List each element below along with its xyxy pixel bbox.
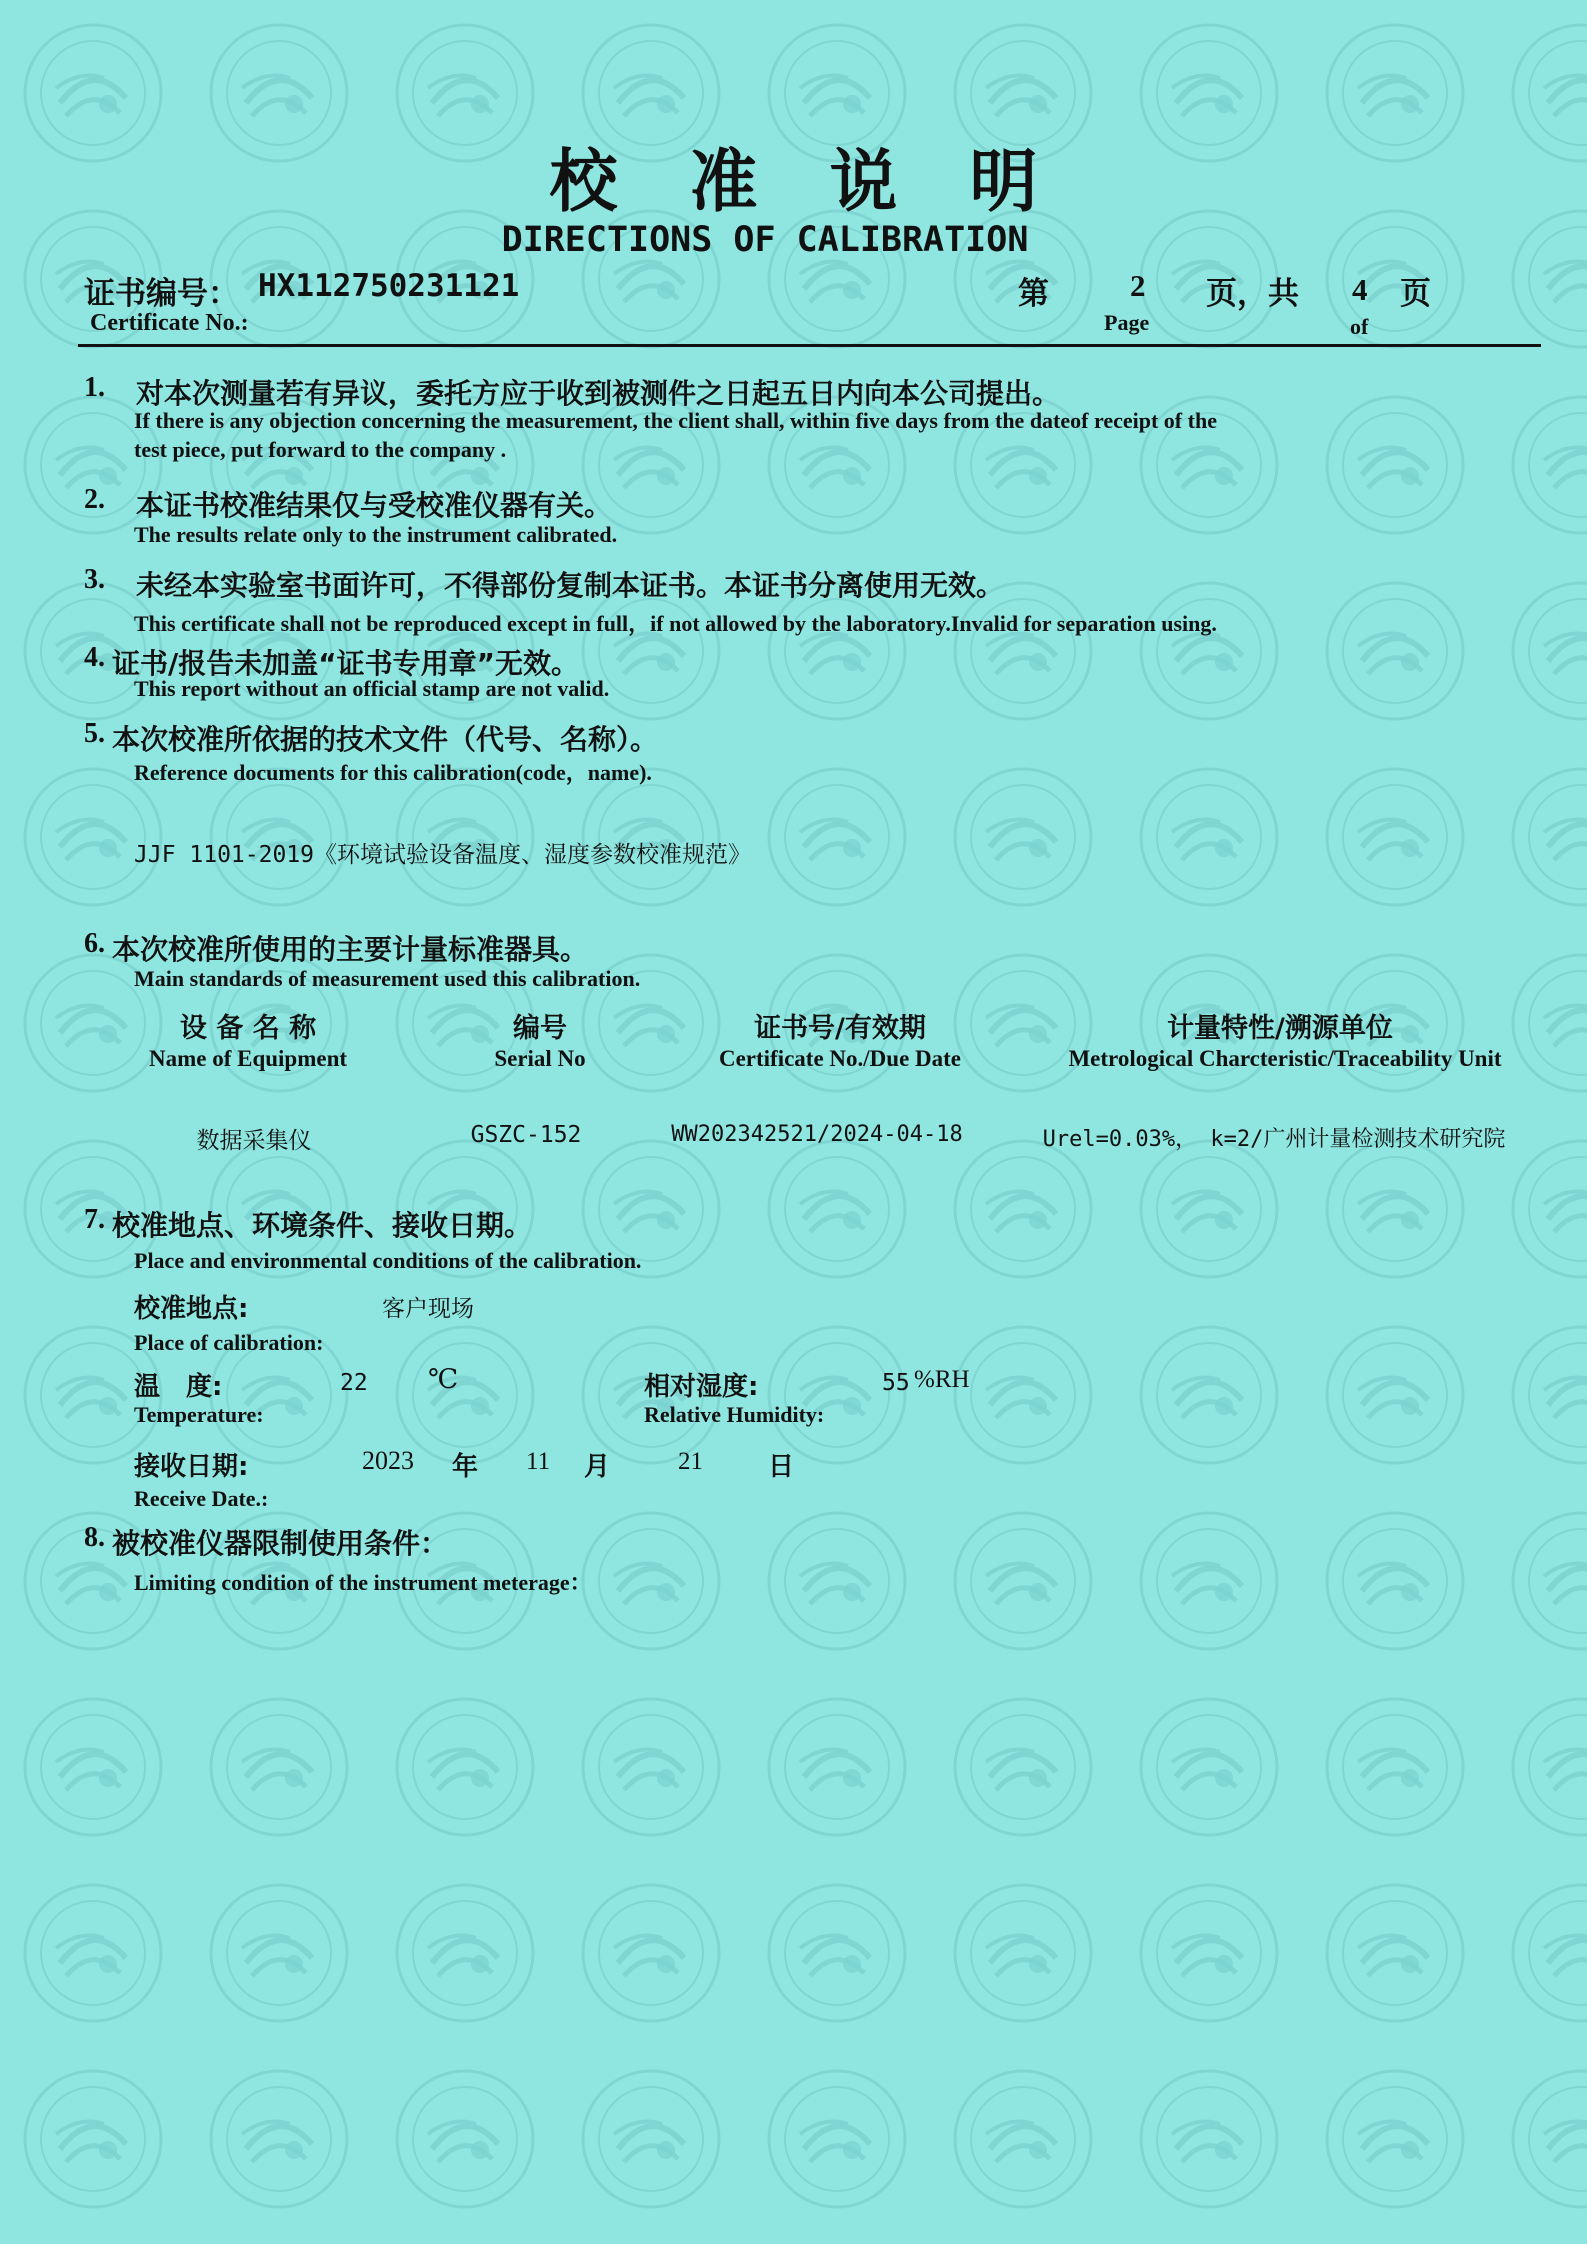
- temperature-value: 22: [340, 1370, 368, 1396]
- item-4-cn: 证书/报告未加盖“证书专用章”无效。: [112, 647, 580, 680]
- page-total: 4: [1352, 272, 1368, 307]
- page-subtitle: DIRECTIONS OF CALIBRATION: [501, 220, 1029, 260]
- page-mid-cn: 页，共: [1206, 276, 1299, 312]
- humidity-label-cn: 相对湿度:: [644, 1372, 759, 1402]
- table-header-name-cn: 设 备 名 称: [179, 1013, 317, 1044]
- table-header-cert-cn: 证书号/有效期: [754, 1013, 926, 1044]
- item-2-number: 2.: [84, 484, 105, 515]
- table-cell-traceability: Urel=0.03%， k=2/广州计量检测技术研究院: [1042, 1127, 1506, 1152]
- table-header-name-en: Name of Equipment: [148, 1046, 348, 1071]
- table-header-serial-cn: 编号: [513, 1013, 567, 1044]
- place-label-en: Place of calibration:: [134, 1330, 324, 1355]
- item-1-number: 1.: [84, 372, 105, 403]
- receive-day: 21: [678, 1448, 703, 1475]
- item-1-cn: 对本次测量若有异议，委托方应于收到被测件之日起五日内向本公司提出。: [136, 377, 1061, 410]
- receive-date-label-en: Receive Date.:: [134, 1486, 269, 1511]
- receive-year: 2023: [362, 1446, 414, 1475]
- table-header-trace-en: Metrological Charcteristic/Traceability Unit: [1068, 1046, 1502, 1071]
- item-8-number: 8.: [84, 1522, 105, 1553]
- page-number: 2: [1130, 268, 1146, 303]
- item-3-en: This certificate shall not be reproduced except in full，if not allowed by the laboratory.Invalid for separation using.: [134, 611, 1217, 636]
- item-7-cn: 校准地点、环境条件、接收日期。: [112, 1209, 533, 1242]
- item-7-number: 7.: [84, 1204, 105, 1235]
- table-header-trace-cn: 计量特性/溯源单位: [1167, 1013, 1393, 1044]
- item-2-cn: 本证书校准结果仅与受校准仪器有关。: [136, 489, 613, 522]
- page-title: 校准说明: [549, 143, 1110, 222]
- humidity-unit: %RH: [914, 1366, 970, 1393]
- item-2-en: The results relate only to the instrument calibrated.: [134, 522, 618, 547]
- page-label-cn: 第: [1018, 276, 1049, 312]
- certificate-label-cn: 证书编号：: [84, 276, 239, 312]
- certificate-number: HX112750231121: [258, 268, 520, 304]
- item-8-cn: 被校准仪器限制使用条件：: [112, 1527, 449, 1560]
- item-6-en: Main standards of measurement used this calibration.: [134, 966, 641, 991]
- year-label-cn: 年: [452, 1452, 479, 1482]
- day-label-cn: 日: [768, 1452, 795, 1482]
- table-header-cert-en: Certificate No./Due Date: [718, 1046, 962, 1071]
- temperature-unit: ℃: [428, 1364, 459, 1394]
- item-3-number: 3.: [84, 564, 105, 595]
- receive-month: 11: [526, 1448, 551, 1475]
- page-label-en: Page: [1104, 310, 1150, 335]
- item-4-number: 4.: [84, 642, 105, 673]
- item-6-number: 6.: [84, 928, 105, 959]
- table-cell-serial: GSZC-152: [470, 1122, 582, 1148]
- item-3-cn: 未经本实验室书面许可，不得部份复制本证书。本证书分离使用无效。: [136, 569, 1005, 602]
- header-divider: [78, 344, 1541, 347]
- place-label-cn: 校准地点:: [134, 1294, 249, 1324]
- table-cell-equipment-name: 数据采集仪: [196, 1128, 312, 1154]
- humidity-value: 55: [882, 1370, 910, 1396]
- item-5-number: 5.: [84, 718, 105, 749]
- item-5-cn: 本次校准所依据的技术文件（代号、名称）。: [112, 723, 659, 756]
- month-label-cn: 月: [584, 1452, 611, 1482]
- receive-date-label-cn: 接收日期:: [134, 1452, 249, 1482]
- temperature-label-cn: 温 度:: [134, 1372, 223, 1402]
- of-label-en: of: [1350, 314, 1369, 339]
- item-5-en: Reference documents for this calibration(code，name).: [134, 760, 652, 785]
- item-1-en-line1: If there is any objection concerning the measurement, the client shall, within five days from the dateof receipt of the: [134, 408, 1217, 433]
- item-6-cn: 本次校准所使用的主要计量标准器具。: [112, 933, 589, 966]
- temperature-label-en: Temperature:: [134, 1402, 264, 1427]
- reference-document: JJF 1101-2019《环境试验设备温度、湿度参数校准规范》: [134, 842, 752, 868]
- item-4-en: This report without an official stamp are not valid.: [134, 676, 610, 701]
- page-end-cn: 页: [1400, 276, 1431, 312]
- item-7-en: Place and environmental conditions of the calibration.: [134, 1248, 642, 1273]
- item-1-en-line2: test piece, put forward to the company .: [134, 437, 507, 462]
- table-cell-certificate: WW202342521/2024-04-18: [671, 1122, 963, 1147]
- place-value: 客户现场: [382, 1296, 474, 1322]
- table-header-serial-en: Serial No: [494, 1046, 586, 1071]
- certificate-label-en: Certificate No.:: [90, 310, 249, 336]
- humidity-label-en: Relative Humidity:: [644, 1402, 825, 1427]
- item-8-en: Limiting condition of the instrument meterage：: [134, 1570, 592, 1595]
